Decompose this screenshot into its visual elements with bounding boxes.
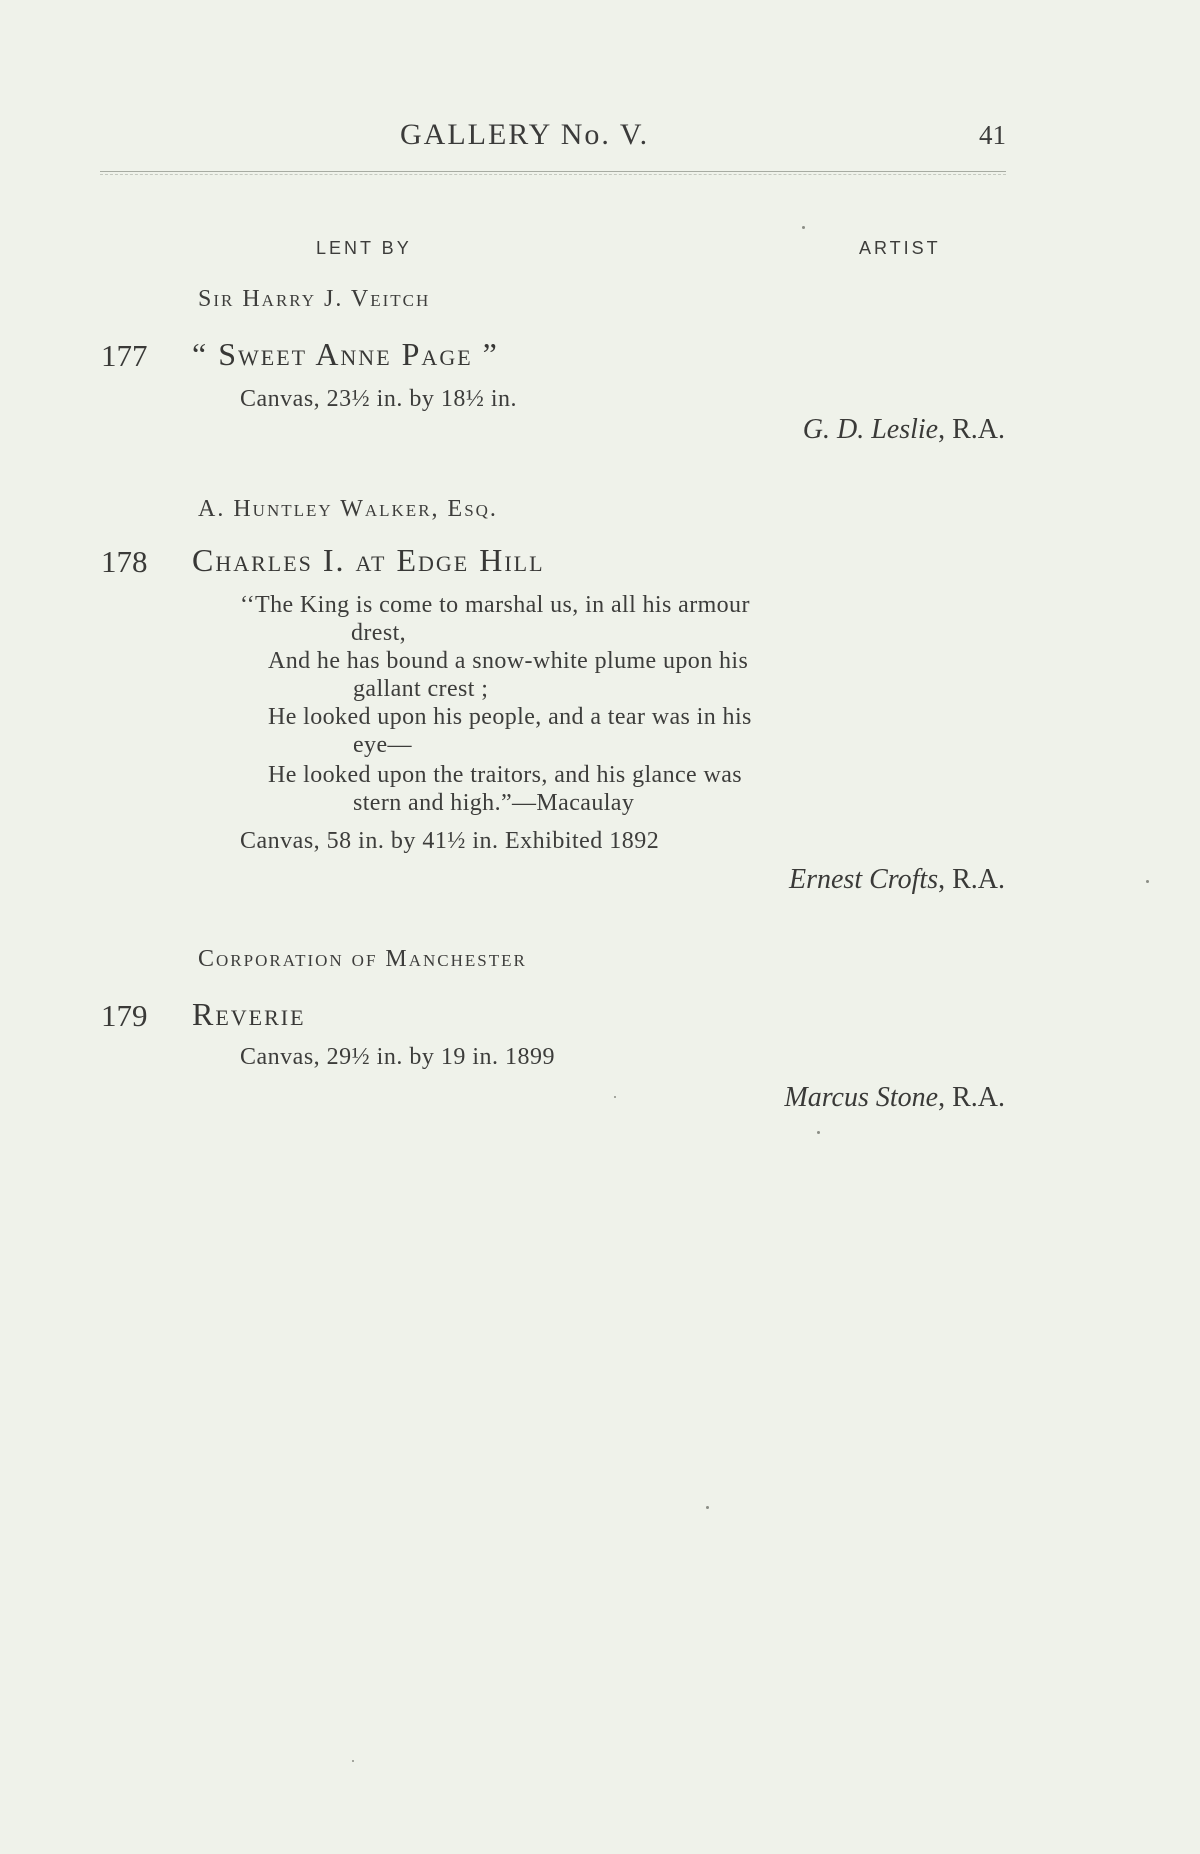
artist-credit (789, 864, 1005, 896)
entry-title: Reverie (192, 996, 306, 1032)
entry-details: Canvas, 29½ in. by 19 in. 1899 (240, 1044, 555, 1070)
artist-suffix: , R.A. (938, 1082, 1005, 1113)
lender: Sir Harry J. Veitch (198, 286, 431, 312)
entry-details: Canvas, 23½ in. by 18½ in. (240, 386, 517, 412)
page-header (100, 118, 1006, 168)
artist-name: Ernest Crofts (789, 864, 939, 895)
running-title: GALLERY No. V. (400, 118, 650, 151)
artist-name: G. D. Leslie (802, 414, 939, 445)
entry-title: “ Sweet Anne Page ” (192, 336, 499, 372)
artist-credit (803, 414, 1005, 446)
paper-speck (614, 1096, 616, 1098)
paper-speck (352, 1760, 354, 1762)
paper-speck (817, 1131, 820, 1134)
lender: A. Huntley Walker, Esq. (198, 496, 498, 522)
page-number: 41 (979, 120, 1006, 150)
entry-details: Canvas, 58 in. by 41½ in. Exhibited 1892 (240, 828, 660, 854)
entry-number: 178 (101, 544, 148, 579)
paper-speck (706, 1506, 709, 1509)
paper-speck (802, 226, 805, 229)
lender: Corporation of Manchester (198, 946, 527, 972)
header-rule (100, 171, 1006, 175)
entry-number: 179 (101, 998, 148, 1033)
column-heading-lent-by: LENT BY (316, 238, 412, 258)
quote-line: stern and high.”—Macaulay (353, 790, 635, 816)
entry-title: Charles I. at Edge Hill (192, 542, 545, 578)
quote-line: eye— (353, 732, 412, 758)
entry-number: 177 (101, 338, 148, 373)
quote-line: drest, (351, 620, 407, 646)
paper-speck (1146, 880, 1149, 883)
quote-line: He looked upon the traitors, and his glance was (268, 762, 743, 788)
artist-suffix: , R.A. (938, 414, 1005, 445)
artist-suffix: , R.A. (938, 864, 1005, 895)
quote-line: ‘‘The King is come to marshal us, in all his armour (240, 592, 750, 618)
quote-line: And he has bound a snow-white plume upon his (268, 648, 749, 674)
artist-credit (784, 1082, 1005, 1114)
quote-line: He looked upon his people, and a tear was in his (268, 704, 752, 730)
artist-name: Marcus Stone (784, 1082, 939, 1113)
column-heading-artist: ARTIST (859, 238, 941, 258)
quote-line: gallant crest ; (353, 676, 489, 702)
